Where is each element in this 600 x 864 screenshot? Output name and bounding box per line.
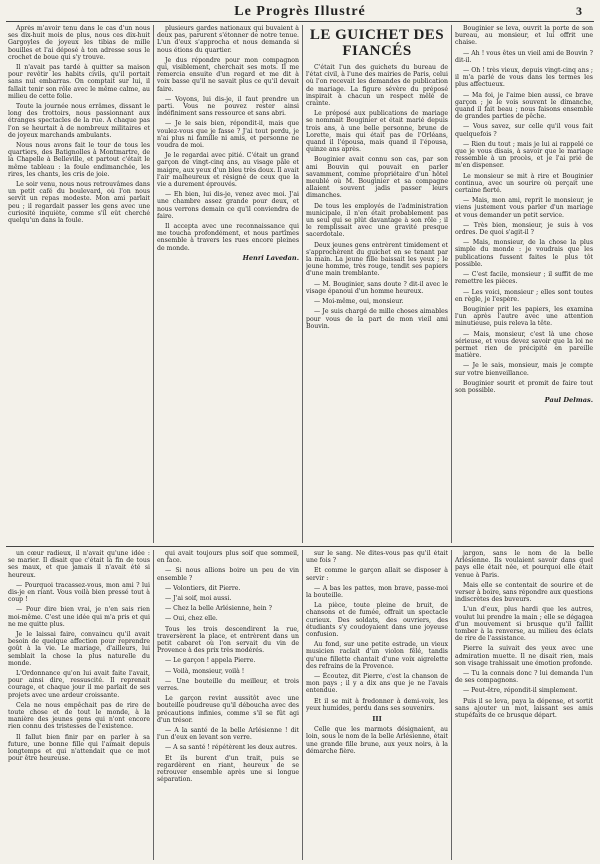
author-signature: Henri Lavedan. <box>242 253 299 262</box>
paragraph: Et comme le garçon allait se disposer à servir : <box>306 567 448 582</box>
paragraph: — C'est facile, monsieur ; il suffit de me remettre les pièces. <box>455 271 593 286</box>
paragraph: Le soir venu, nous nous retrouvâmes dans un petit café du boulevard, où l'on nous servit un repas modeste. Mon ami parlait peu ; il regardait passer les gens avec une curiosité inquiète, comme s'il eût cherché quelqu'un dans la foule. <box>8 181 150 225</box>
upper-column-4 <box>455 25 593 543</box>
paragraph: Celle que les marmots désignaient, au loin, sous le nom de la belle Arlésienne, était une grande fille brune, aux yeux noirs, à la démarche fière. <box>306 726 448 755</box>
header-rule <box>6 21 594 22</box>
paragraph: — Écoutez, dit Pierre, c'est la chanson de mon pays ; il y a dix ans que je ne l'avais entendue. <box>306 673 448 695</box>
lower-column-1 <box>8 550 150 860</box>
paragraph: Après m'avoir tenu dans le cas d'un nous ses dix-huit mois de plus, nous ces dix-huit Gargoyles de joyeux les tibias de mille bouilles et l'ai déposé à ton adresse sous le crochet de boue qui s'y trouve. <box>8 25 150 61</box>
upper-column-2 <box>157 25 299 543</box>
paragraph: — Ma foi, je l'aime bien aussi, ce brave garçon ; je le vois souvent le dimanche, quand il fait beau ; nous faisons ensemble de grandes parties de pêche. <box>455 91 593 121</box>
paragraph: — Oh ! très vieux, depuis vingt-cinq ans ; il m'a parlé de vous dans les termes les plus affectueux. <box>455 67 593 89</box>
paragraph: sur le sang. Ne dites-vous pas qu'il était une fois ? <box>306 550 448 565</box>
paragraph: — Une bouteille du meilleur, et trois verres. <box>157 677 299 693</box>
paragraph: — Rien du tout ; mais je lui ai rappelé ce que je vous disais, à savoir que le mariage ressemble à un procès, et je l'ai prié de m'en dispenser. <box>455 140 593 170</box>
paragraph: Puis il se leva, paya la dépense, et sortit sans ajouter un mot, laissant ses amis stupéfaits de ce brusque départ. <box>455 697 593 720</box>
paragraph: — Voilà, monsieur, voilà ! <box>165 667 245 675</box>
lower-column-4 <box>455 550 593 860</box>
paragraph: Bouginier sourit et promit de faire tout son possible. <box>455 379 593 394</box>
paragraph: Toute la journée nous errâmes, dissant le long des trottoirs, nous passionnant aux étranges spectacles de la rue. A chaque pas l'on se heurtait à de nombreux militaires et de joyeux marchands ambulants. <box>8 103 150 139</box>
upper-column-3 <box>306 25 448 543</box>
newspaper-title: Le Progrès Illustré <box>234 4 366 19</box>
paragraph: — Pour dire bien vrai, je n'en sais rien moi-même. C'est une idée qui m'a pris et qui ne me quitte plus. <box>8 606 150 628</box>
paragraph: Il fallut bien finir par en parler à sa future, une bonne fille qui l'aimait depuis longtemps et qui n'attendait que ce mot pour être heureuse. <box>8 733 150 763</box>
paragraph: — Les voici, monsieur ; elles sont toutes en règle, je l'espère. <box>455 288 593 303</box>
paragraph: — Mais, mon ami, reprit le monsieur, je viens justement vous parler d'un mariage et vous demander un petit service. <box>455 197 593 219</box>
paragraph: — Volontiers, dit Pierre. <box>165 584 241 592</box>
paragraph: jargon, sans le nom de la belle Arlésienne. Ils voulaient savoir dans quel pays elle était née, et pourquoi elle était venue à Paris. <box>455 550 593 579</box>
paragraph: — Peut-être, répondit-il simplement. <box>463 687 578 695</box>
lower-column-2 <box>157 550 299 860</box>
paragraph: — Ah ! vous êtes un vieil ami de Bouvin ? dit-il. <box>455 49 593 64</box>
paragraph: — Eh bien, lui dis-je, venez avec moi. J'ai une chambre assez grande pour deux, et nous verrons demain ce qu'il conviendra de faire. <box>157 191 299 220</box>
paragraph: — A bas les pattes, mon brave, passe-moi la bouteille. <box>306 584 448 600</box>
paragraph: Il n'avait pas tardé à quitter sa maison pour revêtir les habits civils, qu'il portait sans nul embarras. On comptait sur lui, il fallait tenir son rôle avec le même calme, au milieu de cette folie. <box>8 64 150 100</box>
paragraph: — Je le sais, monsieur, mais je compte sur votre bienveillance. <box>455 362 593 377</box>
paragraph: — Si nous allions boire un peu de vin ensemble ? <box>157 567 299 582</box>
column-divider <box>302 550 303 860</box>
paragraph: De tous les employés de l'administration municipale, il n'en était probablement pas un seul qui se plût davantage à son rôle ; il le remplissait avec une gravité presque sacerdotale. <box>306 202 448 239</box>
paragraph: qui avait toujours plus soif que sommeil, en face. <box>157 550 299 565</box>
paragraph: — Mais, monsieur, c'est là une chose sérieuse, et vous devez savoir que la loi ne permet rien de précipité en pareille matière. <box>455 330 593 360</box>
page-number: 3 <box>576 4 582 18</box>
paragraph: — Vous savez, sur celle qu'il vous fait quelquefois ? <box>455 123 593 138</box>
column-divider <box>153 25 154 543</box>
paragraph: — Je le sais bien, répondit-il, mais que voulez-vous que je fasse ? J'ai tout perdu, je n'ai plus ni famille ni amis, et personne ne voudra de moi. <box>157 120 299 150</box>
paragraph: Le monsieur se mit à rire et Bouginier continua, avec un sourire où perçait une certaine fierté. <box>455 172 593 195</box>
paragraph: — A sa santé ! répétèrent les deux autres. <box>165 744 298 752</box>
paragraph: — Voyons, lui dis-je, il faut prendre un parti. Vous ne pouvez rester ainsi indéfiniment sans ressource et sans abri. <box>157 95 299 118</box>
paragraph: — A la santé de la belle Arlésienne ! dit l'un d'eux en levant son verre. <box>157 727 299 742</box>
story-text <box>306 550 448 712</box>
paragraph: — Je suis chargé de mille choses aimables pour vous de la part de mon vieil ami Bouvin. <box>306 308 448 330</box>
paragraph: Mais elle se contentait de sourire et de verser à boire, sans répondre aux questions indiscrètes des buveurs. <box>455 581 593 604</box>
author-signature: Paul Delmas. <box>544 396 593 405</box>
paragraph: L'un d'eux, plus hardi que les autres, voulut lui prendre la main ; elle se dégagea d'un mouvement si brusque qu'il faillit tomber à la renverse, au milieu des éclats de rire de l'assistance. <box>455 606 593 643</box>
chapter-heading: III <box>372 715 382 724</box>
story-title: LE GUICHET DES FIANCÉS <box>309 27 445 59</box>
story-text <box>455 25 593 394</box>
paragraph: — Tu la connais donc ? lui demanda l'un de ses compagnons. <box>455 670 593 685</box>
paragraph: Deux jeunes gens entrèrent timidement et s'approchèrent du guichet en se tenant par la main. La jeune fille baissait les yeux ; le jeune homme, très rouge, tendit ses papiers d'une main tremblante. <box>306 241 448 278</box>
paragraph: — Le garçon ! appela Pierre. <box>165 657 256 665</box>
paragraph: Bouginier prit les papiers, les examina l'un après l'autre avec une attention minutieuse, puis releva la tête. <box>455 305 593 328</box>
story-text <box>157 25 299 252</box>
column-divider <box>153 550 154 860</box>
paragraph: Nous nous avons fait le tour de tous les quartiers, des Batignolles à Montmartre, de la Chapelle à Belleville, et partout c'était le même tableau : la foule endimanchée, les rires, les chants, les cris de joie. <box>8 142 150 178</box>
paragraph: — M. Bouginier, sans doute ? dit-il avec le visage épanoui d'un homme heureux. <box>306 280 448 295</box>
paragraph: un cœur radieux, il n'avait qu'une idée : se marier. Il disait que c'était la fin de tous ses maux, et que jamais il n'avait été si heureux. <box>8 550 150 579</box>
paragraph: Bouginier se leva, ouvrit la porte de son bureau, au monsieur, et lui offrit une chaise. <box>455 25 593 47</box>
paragraph: L'Ordonnance qu'on lui avait faite l'avait, pour ainsi dire, ressuscité. Il reprenait courage, et chaque jour il me parlait de ses projets avec une ardeur croissante. <box>8 670 150 699</box>
column-divider <box>302 25 303 543</box>
paragraph: Je dus répondre pour mon compagnon qui, visiblement, cherchait ses mots. Il me remercia ensuite d'un regard et me dit à voix basse qu'il ne savait plus ce qu'il devait faire. <box>157 56 299 93</box>
paragraph: — J'ai soif, moi aussi. <box>165 595 232 603</box>
column-divider <box>451 25 452 543</box>
paragraph: — Oui, chez elle. <box>165 615 218 623</box>
paragraph: Et ils burent d'un trait, puis se regardèrent en riant, heureux de se retrouver ensemble après une si longue séparation. <box>157 754 299 784</box>
paragraph: — Très bien, monsieur, je suis à vos ordres. De quoi s'agit-il ? <box>455 221 593 237</box>
paragraph: — Mais, monsieur, de la chose la plus simple du monde : je voudrais que les publications fussent faites le plus tôt possible. <box>455 239 593 268</box>
paragraph: Bouginier avait connu son cas, par son ami Bouvin qui pouvait en parler savamment, comme propriétaire d'un hôtel meublé où M. Bouginier et sa compagne allaient souvent jadis passer leurs dimanches. <box>306 156 448 200</box>
paragraph: plusieurs gardes nationaux qui buvaient à deux pas, parurent s'étonner de notre tenue. L'un d'eux s'approcha et nous demanda si nous étions du quartier. <box>157 25 299 54</box>
page-header <box>0 0 600 22</box>
story-text <box>306 64 448 330</box>
lower-column-3 <box>306 550 448 860</box>
paragraph: Cela ne nous empêchait pas de rire de toute chose et de tout le monde, à la manière des jeunes gens qui n'ont encore rien connu des tristesses de l'existence. <box>8 701 150 731</box>
story-text <box>306 726 448 755</box>
paragraph: C'était l'un des guichets du bureau de l'état civil, à l'une des mairies de Paris, celui où l'on recevait les demandes de publication de mariage. La figure sévère du préposé inspirait à chacun un respect mêlé de crainte. <box>306 64 448 108</box>
paragraph: Et il se mit à fredonner à demi-voix, les yeux humides, perdu dans ses souvenirs. <box>306 697 448 712</box>
paragraph: Tous les trois descendirent la rue, traversèrent la place, et entrèrent dans un petit cabaret où l'on servait du vin de Provence à des prix très modérés. <box>157 625 299 655</box>
paragraph: Je le laissai faire, convaincu qu'il avait besoin de quelque affection pour reprendre goût à la vie. Le mariage, d'ailleurs, lui semblait la chose la plus naturelle du monde. <box>8 631 150 667</box>
upper-column-1 <box>8 25 150 543</box>
paragraph: Au fond, sur une petite estrade, un vieux musicien raclait d'un violon fêlé, tandis qu'une fillette chantait d'une voix aigrelette des refrains de la Provence. <box>306 641 448 670</box>
paragraph: Pierre la suivait des yeux avec une admiration muette. Il ne disait rien, mais son visage trahissait une émotion profonde. <box>455 645 593 667</box>
paragraph: Il accepta avec une reconnaissance qui me toucha profondément, et nous partîmes ensemble à travers les rues encore pleines de monde. <box>157 223 299 252</box>
paragraph: — Pourquoi tracassez-vous, mon ami ? lui dis-je en riant. Vous voilà bien pressé tout à coup ! <box>8 581 150 604</box>
column-divider <box>451 550 452 860</box>
paragraph: Le garçon revint aussitôt avec une bouteille poudreuse qu'il déboucha avec des précautions infinies, comme s'il se fût agi d'un trésor. <box>157 695 299 724</box>
paragraph: Le préposé aux publications de mariage se nommait Bouginier et était marié depuis trois ans, à une belle personne, brune de Lorette, mais qui était pas de l'Orléans, quand il l'épousa, mais quand il l'épousa, quinze ans après. <box>306 110 448 154</box>
paragraph: — Chez la belle Arlésienne, hein ? <box>165 605 272 613</box>
paragraph: La pièce, toute pleine de bruit, de chansons et de fumée, offrait un spectacle curieux. Des soldats, des ouvriers, des étudiants s'y coudoyaient dans une joyeuse confusion. <box>306 602 448 639</box>
paragraph: — Moi-même, oui, monsieur. <box>314 298 404 306</box>
section-rule <box>6 546 594 547</box>
paragraph: Je le regardai avec pitié. C'était un grand garçon de vingt-cinq ans, au visage pâle et maigre, aux yeux d'un bleu très doux. Il avait l'air malheureux et résigné de ceux que la vie a durement éprouvés. <box>157 152 299 189</box>
